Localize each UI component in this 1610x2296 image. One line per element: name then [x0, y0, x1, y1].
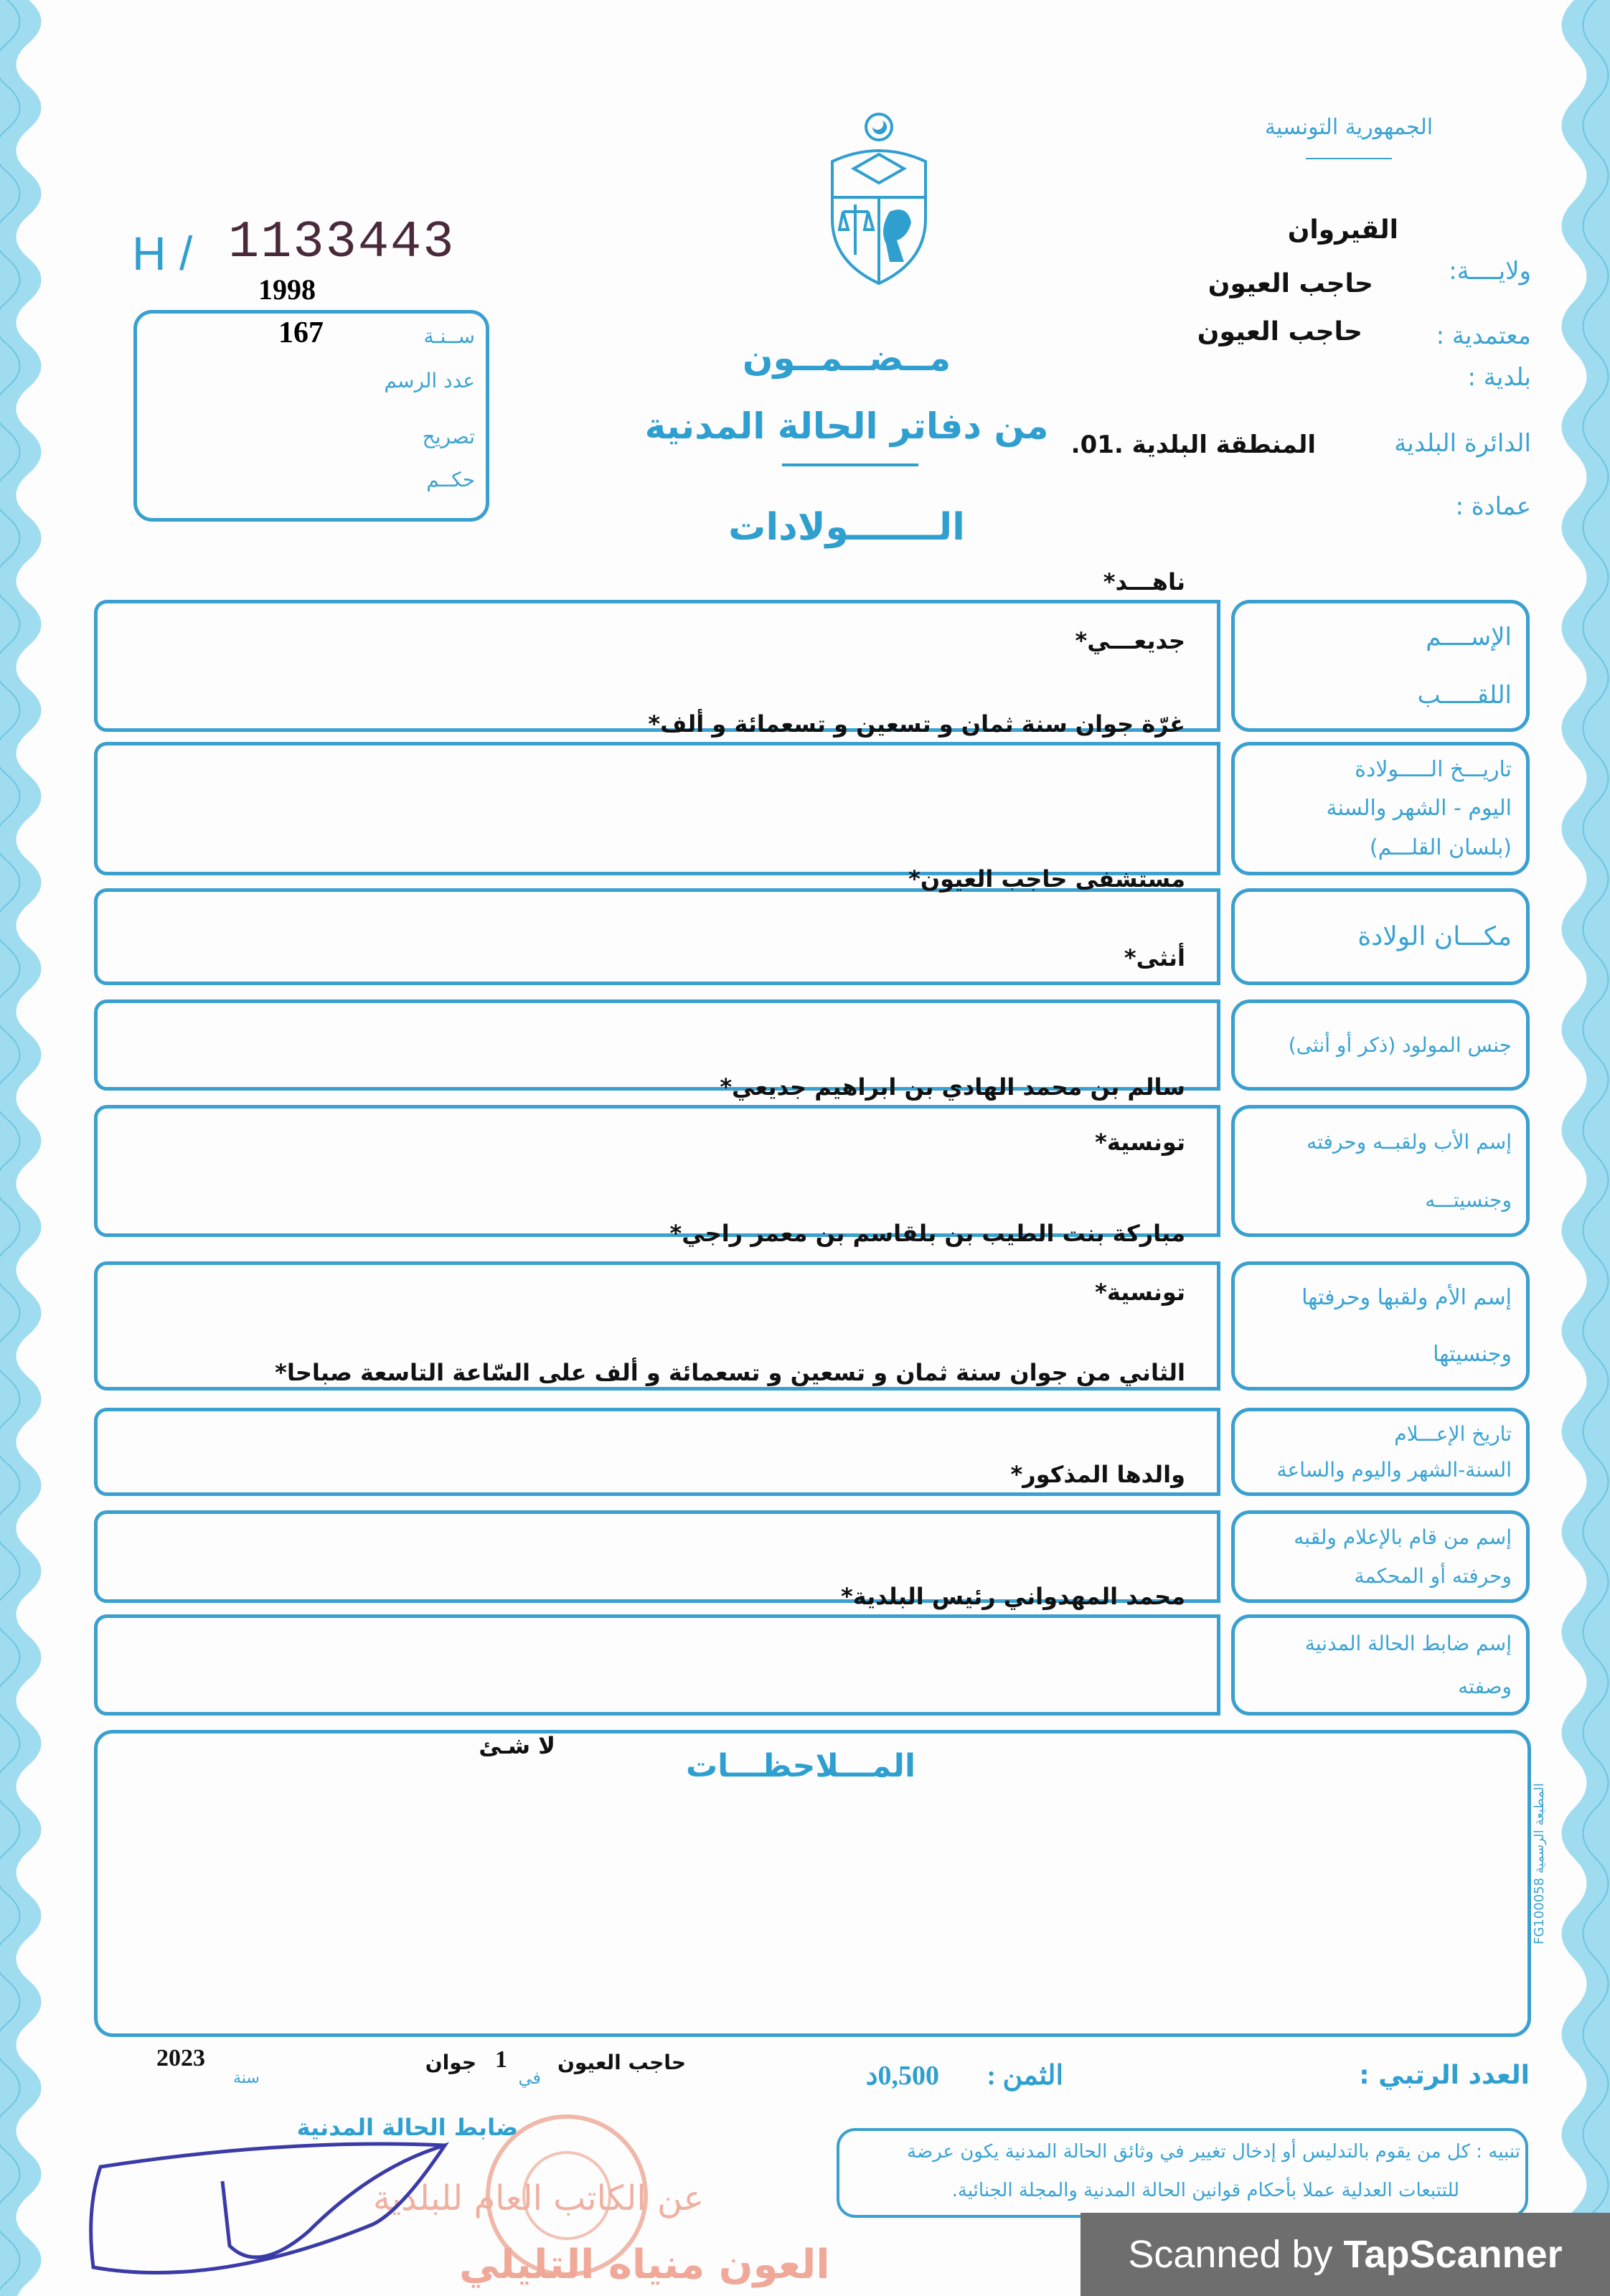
svg-text:عن الكاتب العام للبلدية: عن الكاتب العام للبلدية: [373, 2178, 705, 2219]
serial-prefix: H /: [132, 227, 193, 280]
value-declaration-date: الثاني من جوان سنة ثمان و تسعين و تسعمائة و ألف على السّاعة التاسعة صباحا*: [275, 1359, 1185, 1386]
in-label: في: [518, 2068, 541, 2088]
svg-text:العون منياه التليلي: العون منياه التليلي: [459, 2241, 830, 2288]
imada-label: عمادة :: [1455, 492, 1531, 521]
value-birth-date: غرّة جوان سنة ثمان و تسعين و تسعمائة و ألف*: [648, 710, 1185, 738]
year-label-footer: سنة: [233, 2069, 260, 2087]
warning-text-2: للتتبعات العدلية عملا بأحكام قوانين الحالة المدنية والمجلة الجنائية.: [951, 2180, 1459, 2201]
row-birth-place-label-box: [1231, 888, 1530, 985]
scanner-prefix: Scanned by: [1128, 2233, 1344, 2276]
signature: [72, 2124, 531, 2296]
governorate-label: ولايــــة:: [1449, 257, 1531, 286]
row-declaration-date-label-box: [1231, 1408, 1530, 1496]
row-father-label: إسم الأب ولقبــه وحرفته: [1307, 1130, 1512, 1154]
scanner-watermark-banner: [1081, 2213, 1610, 2296]
row-name-surname-label-box: [1231, 600, 1530, 732]
value-declarant: والدها المذكور*: [1010, 1461, 1185, 1488]
row-father-label-box: [1231, 1105, 1530, 1237]
row-civil-officer-label: إسم ضابط الحالة المدنية: [1304, 1632, 1512, 1656]
issue-place: حاجب العيون: [557, 2051, 686, 2074]
republic-heading: الجمهورية التونسية: [1264, 115, 1434, 140]
value-father-nationality: تونسية*: [1095, 1129, 1185, 1156]
row-name-surname-label: الإســــم: [1426, 622, 1512, 651]
warning-text: تنبيه : كل من يقوم بالتدليس أو إدخال تغيير في وثائق الحالة المدنية يكون عرضة: [907, 2141, 1520, 2163]
row-name-surname-label2: اللقـــــب: [1417, 680, 1512, 710]
price-label: الثمن :: [987, 2061, 1063, 2091]
row-birth-date-value-box: [94, 742, 1220, 875]
row-declaration-date-label: تاريخ الإعـــلام: [1394, 1421, 1512, 1446]
issue-day: 1: [495, 2046, 507, 2073]
value-sex: أنثى*: [1124, 944, 1185, 971]
row-father-label2: وجنسيتـــه: [1425, 1188, 1512, 1212]
serial-count-label: العدد الرتبي :: [1359, 2061, 1530, 2090]
row-birth-date-label: تاريـــخ الـــــولادة: [1355, 756, 1512, 782]
row-birth-place-value-box: [94, 888, 1220, 985]
municipality-label: بلدية :: [1467, 363, 1531, 392]
row-birth-date-label2: اليوم - الشهر والسنة: [1326, 796, 1512, 822]
row-mother-label-box: [1231, 1261, 1530, 1391]
title-births: الـــــــولادات: [728, 506, 965, 549]
row-birth-place-label: مكـــان الولادة: [1357, 922, 1512, 951]
divider: [1306, 158, 1392, 159]
title-extract: مــضــمــون: [742, 337, 951, 379]
row-mother-label: إسم الأم ولقبها وحرفتها: [1301, 1285, 1512, 1310]
tunisia-coat-of-arms-icon: [825, 111, 933, 287]
judgment-label: حكــم: [426, 468, 475, 491]
row-mother-label2: وجنسيتها: [1433, 1342, 1512, 1367]
governorate-delegation-value: حاجب العيون: [1208, 269, 1373, 298]
district-value: المنطقة البلدية .01.: [1070, 430, 1316, 459]
row-declaration-date-label2: السنة-الشهر واليوم والساعة: [1276, 1458, 1512, 1482]
issue-year: 2023: [156, 2045, 205, 2071]
row-declarant-label2: وحرفته أو المحكمة: [1354, 1563, 1512, 1588]
civil-officer-label: ضابط الحالة المدنية: [296, 2114, 518, 2141]
value-father: سالم بن محمد الهادي بن ابراهيم جديعي*: [720, 1073, 1185, 1101]
value-birth-place: مستشفى حاجب العيون*: [908, 865, 1185, 893]
governorate-value: القيروان: [1287, 215, 1398, 245]
row-sex-label-box: [1231, 999, 1530, 1091]
row-sex-label: جنس المولود (ذكر أو أنثى): [1288, 1033, 1512, 1057]
record-number: 167: [278, 316, 324, 349]
value-officer: محمد المهدواني رئيس البلدية*: [840, 1583, 1185, 1610]
remarks-value: لا شـئ: [479, 1732, 555, 1759]
record-year: 1998: [258, 273, 316, 306]
district-label: الدائرة البلدية: [1394, 429, 1531, 458]
record-number-label: عدد الرسم: [384, 369, 475, 392]
row-father-value-box: [94, 1105, 1220, 1237]
row-civil-officer-value-box: [94, 1614, 1220, 1716]
printer-mark: المطبعة الرسمية FG100058: [1532, 1783, 1547, 1944]
delegation-label: معتمدية :: [1436, 321, 1531, 350]
scanner-brand: TapScanner: [1343, 2233, 1563, 2276]
serial-number: 1133443: [228, 213, 456, 272]
right-security-border: [1545, 0, 1610, 2296]
row-civil-officer-label2: وصفته: [1458, 1674, 1512, 1698]
row-birth-date-label3: (بلسان القلـــم): [1369, 835, 1512, 861]
value-mother-nationality: تونسية*: [1095, 1279, 1185, 1306]
remarks-label: المـــلاحظـــات: [685, 1748, 916, 1784]
declaration-label: تصريح: [422, 425, 475, 448]
value-last-name: جديعـــي*: [1075, 627, 1185, 654]
left-security-border: [0, 0, 57, 2296]
row-declarant-label-box: [1231, 1510, 1530, 1603]
row-declarant-label: إسم من قام بالإعلام ولقبه: [1294, 1525, 1512, 1550]
row-civil-officer-label-box: [1231, 1614, 1530, 1716]
value-first-name: ناهـــد*: [1103, 568, 1185, 596]
delegation-value: حاجب العيون: [1197, 317, 1362, 347]
issue-month: جوان: [425, 2051, 476, 2074]
year-label: ســنـة: [423, 324, 475, 348]
title-registers: من دفاتر الحالة المدنية: [644, 405, 1049, 447]
price-value: 0,500د: [865, 2061, 939, 2091]
value-mother: مباركة بنت الطيب بن بلقاسم بن معمر راجي*: [669, 1220, 1185, 1247]
title-underline: [782, 464, 918, 466]
row-birth-date-label-box: [1231, 742, 1530, 875]
